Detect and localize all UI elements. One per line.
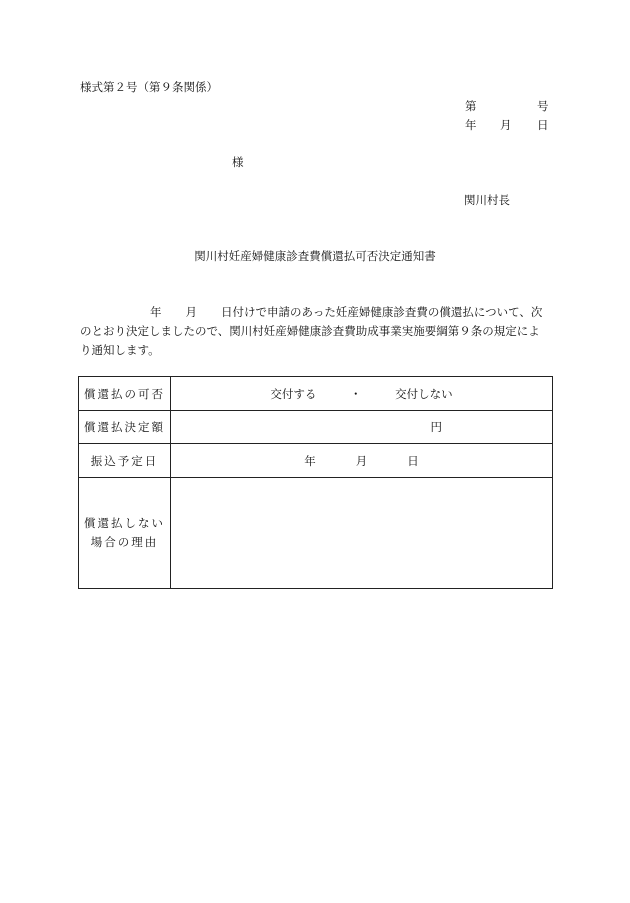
issue-date-year: 年 <box>465 118 477 132</box>
reason-label-line-1: 償還払しない <box>84 516 165 530</box>
table-row <box>79 377 553 411</box>
non-reimbursement-reason-value <box>171 478 553 589</box>
addressee-honorific: 様 <box>232 155 244 169</box>
body-line-1: 日付けで申請のあった妊産婦健康診査費の償還払について、次 <box>221 305 543 319</box>
reason-label-line-2: 場合の理由 <box>90 535 159 549</box>
body-paragraph <box>80 303 552 360</box>
body-year: 年 <box>150 305 162 319</box>
transfer-date-value <box>171 444 553 478</box>
body-line-2: のとおり決定しましたので、関川村妊産婦健康診査費助成事業実施要綱第９条の規定によ <box>80 324 540 338</box>
option-not-grant: 交付しない <box>395 386 453 401</box>
transfer-day: 日 <box>407 453 419 468</box>
reimbursement-eligibility-options <box>171 377 553 411</box>
non-reimbursement-reason-label <box>79 478 171 589</box>
issuer-name: 関川村長 <box>464 193 510 207</box>
issue-date-month: 月 <box>500 118 512 132</box>
document-number-prefix: 第 <box>465 99 477 113</box>
reimbursement-eligibility-label: 償還払の可否 <box>79 377 171 411</box>
document-title: 関川村妊産婦健康診査費償還払可否決定通知書 <box>194 249 436 263</box>
table-row <box>79 444 553 478</box>
table-row <box>79 411 553 444</box>
form-number-label: 様式第２号（第９条関係） <box>80 80 218 94</box>
transfer-date-label: 振込予定日 <box>79 444 171 478</box>
transfer-month: 月 <box>355 453 368 468</box>
decided-amount-unit: 円 <box>171 411 553 444</box>
issue-date-day: 日 <box>537 118 549 132</box>
document-number-suffix: 号 <box>537 99 549 113</box>
table-row <box>79 478 553 589</box>
body-month: 月 <box>185 305 197 319</box>
body-line-3: り通知します。 <box>80 343 160 357</box>
transfer-year: 年 <box>304 453 316 468</box>
decision-table <box>78 376 553 589</box>
decided-amount-label: 償還払決定額 <box>79 411 171 444</box>
option-separator: ・ <box>350 386 362 401</box>
option-grant: 交付する <box>270 386 317 401</box>
